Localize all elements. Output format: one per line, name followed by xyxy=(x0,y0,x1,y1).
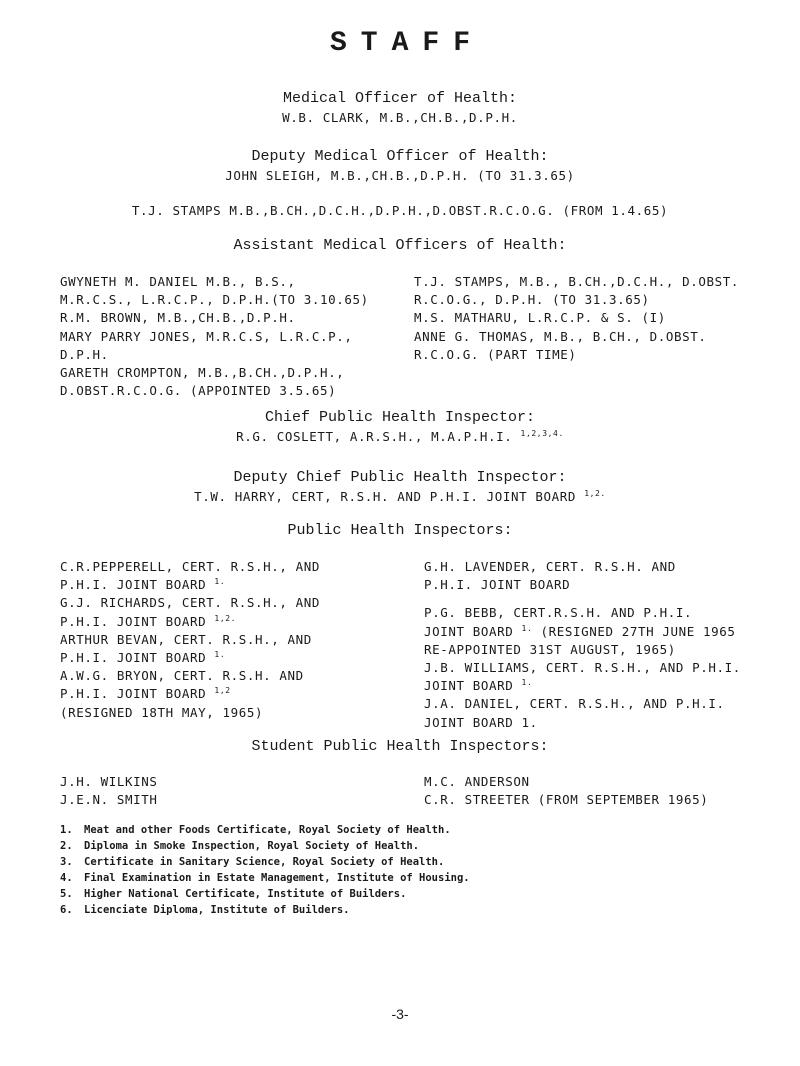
student-left-column xyxy=(60,773,158,809)
moh-heading: Medical Officer of Health: xyxy=(282,90,518,107)
assistant-left-line: M.R.C.S., L.R.C.P., D.P.H.(TO 3.10.65) xyxy=(60,292,369,308)
phi-left-column xyxy=(60,558,320,722)
footnotes xyxy=(60,822,470,918)
footnote: 3. Certificate in Sanitary Science, Royal Society of Health. xyxy=(60,856,445,868)
phi-right-line: P.H.I. JOINT BOARD xyxy=(424,577,571,593)
deputy-moh-heading: Deputy Medical Officer of Health: xyxy=(251,148,549,165)
phi-right-line: J.A. DANIEL, CERT. R.S.H., AND P.H.I. xyxy=(424,696,725,712)
assistant-left-line: D.OBST.R.C.O.G. (APPOINTED 3.5.65) xyxy=(60,383,337,399)
phi-left-line: (RESIGNED 18TH MAY, 1965) xyxy=(60,704,264,720)
footnote: 4. Final Examination in Estate Management, Institute of Housing. xyxy=(60,872,470,884)
assistant-left-line: R.M. BROWN, M.B.,CH.B.,D.P.H. xyxy=(60,310,296,326)
deputy-chief-phi-notes: 1,2. xyxy=(584,489,606,498)
assistant-left-line: MARY PARRY JONES, M.R.C.S, L.R.C.P., xyxy=(60,328,353,344)
assistant-left-line: GARETH CROMPTON, M.B.,B.CH.,D.P.H., xyxy=(60,364,345,380)
footnote: 1. Meat and other Foods Certificate, Royal Society of Health. xyxy=(60,824,451,836)
chief-phi-heading: Chief Public Health Inspector: xyxy=(264,409,536,426)
assistant-right-line: T.J. STAMPS, M.B., B.CH.,D.C.H., D.OBST. xyxy=(414,274,740,289)
student-left-line: J.H. WILKINS xyxy=(60,774,158,789)
page-number: -3- xyxy=(391,1006,409,1022)
phi-right-line: JOINT BOARD $^{1.}$ xyxy=(424,678,533,694)
phi-left-line: P.H.I. JOINT BOARD $^{1.}$ xyxy=(60,577,226,593)
assistant-left-line: GWYNETH M. DANIEL M.B., B.S., xyxy=(60,274,296,289)
student-phi-heading: Student Public Health Inspectors: xyxy=(251,738,549,755)
assistant-right-line: R.C.O.G. (PART TIME) xyxy=(414,346,577,362)
phi-heading: Public Health Inspectors: xyxy=(287,522,513,539)
page-title: STAFF xyxy=(329,28,484,59)
assistant-right-line: ANNE G. THOMAS, M.B., B.CH., D.OBST. xyxy=(414,328,707,344)
assistant-heading: Assistant Medical Officers of Health: xyxy=(233,237,567,254)
student-right-line: M.C. ANDERSON xyxy=(424,774,530,789)
phi-right-column xyxy=(424,558,741,732)
phi-left-line: C.R.PEPPERELL, CERT. R.S.H., AND xyxy=(60,559,321,574)
footnote: 6. Licenciate Diploma, Institute of Builders. xyxy=(60,904,350,916)
deputy-chief-phi-name: T.W. HARRY, CERT, R.S.H. AND P.H.I. JOINT BOARD $^{1,2.}$ xyxy=(194,489,606,504)
chief-phi-name: R.G. COSLETT, A.R.S.H., M.A.P.H.I. $^{1,2,3,4.}$ xyxy=(236,429,564,444)
footnote: 5. Higher National Certificate, Institute of Builders. xyxy=(60,888,407,900)
assistant-left-column xyxy=(60,273,369,400)
student-left-line: J.E.N. SMITH xyxy=(60,792,158,808)
phi-right-line: P.G. BEBB, CERT.R.S.H. AND P.H.I. xyxy=(424,605,693,621)
phi-left-line: G.J. RICHARDS, CERT. R.S.H., AND xyxy=(60,595,321,611)
spacer xyxy=(424,594,741,604)
student-right-column xyxy=(424,773,708,809)
phi-right-line: G.H. LAVENDER, CERT. R.S.H. AND xyxy=(424,559,676,574)
chief-phi-notes: 1,2,3,4. xyxy=(520,429,564,438)
deputy-chief-phi-heading: Deputy Chief Public Health Inspector: xyxy=(233,469,567,486)
phi-left-line: P.H.I. JOINT BOARD $^{1,2}$ xyxy=(60,686,231,702)
phi-right-line: J.B. WILLIAMS, CERT. R.S.H., AND P.H.I. xyxy=(424,659,741,675)
footnote: 2. Diploma in Smoke Inspection, Royal Society of Health. xyxy=(60,840,420,852)
phi-left-line: P.H.I. JOINT BOARD $^{1,2.}$ xyxy=(60,613,237,629)
phi-left-line: ARTHUR BEVAN, CERT. R.S.H., AND xyxy=(60,631,312,647)
student-right-line: C.R. STREETER (FROM SEPTEMBER 1965) xyxy=(424,792,709,808)
phi-right-line: JOINT BOARD $^{1.}$ (RESIGNED 27TH JUNE 1965 xyxy=(424,623,736,639)
moh-name: W.B. CLARK, M.B.,CH.B.,D.P.H. xyxy=(282,110,518,125)
phi-left-line: A.W.G. BRYON, CERT. R.S.H. AND xyxy=(60,668,304,684)
stamps-line: T.J. STAMPS M.B.,B.CH.,D.C.H.,D.P.H.,D.OBST.R.C.O.G. (FROM 1.4.65) xyxy=(131,203,669,218)
assistant-right-line: R.C.O.G., D.P.H. (TO 31.3.65) xyxy=(414,292,650,308)
assistant-right-column xyxy=(414,273,739,364)
phi-left-line: P.H.I. JOINT BOARD $^{1.}$ xyxy=(60,649,226,665)
deputy-moh-name: JOHN SLEIGH, M.B.,CH.B.,D.P.H. (TO 31.3.65) xyxy=(225,168,575,183)
assistant-right-line: M.S. MATHARU, L.R.C.P. & S. (I) xyxy=(414,310,666,326)
phi-right-line: JOINT BOARD 1. xyxy=(424,714,538,730)
phi-right-line: RE-APPOINTED 31ST AUGUST, 1965) xyxy=(424,641,676,657)
assistant-left-line: D.P.H. xyxy=(60,346,109,362)
